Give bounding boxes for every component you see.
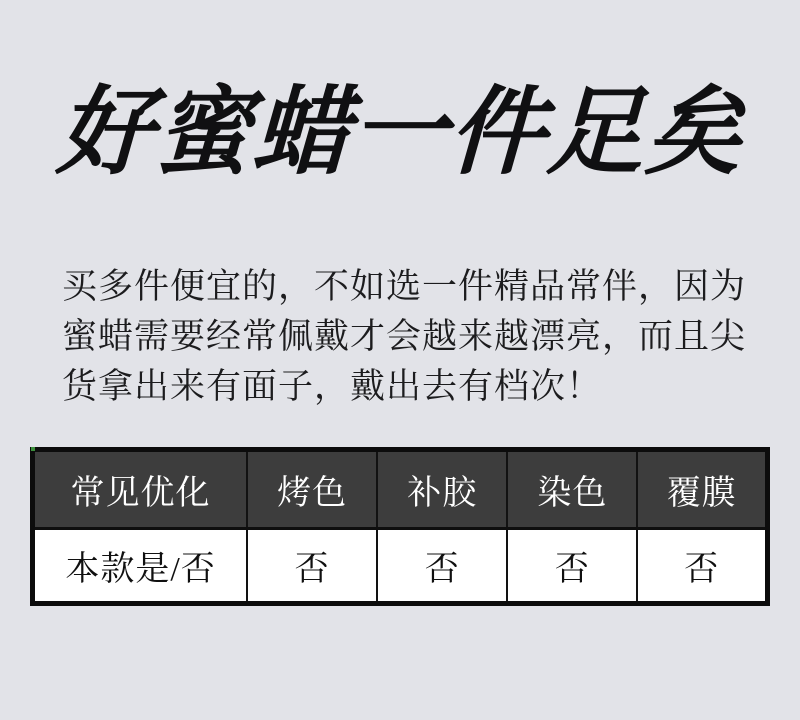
header-cell-coating: 覆膜 [637, 450, 767, 529]
optimization-table-header-row [33, 450, 768, 529]
description-line-2: 蜜蜡需要经常佩戴才会越来越漂亮，而且尖 [62, 317, 747, 356]
data-cell-coating-value: 否 [637, 529, 767, 604]
page-title: 好蜜蜡一件足矣 [55, 75, 745, 188]
data-cell-baking-color-value: 否 [247, 529, 377, 604]
optimization-table-data-row [33, 529, 768, 604]
optimization-table [30, 447, 770, 606]
data-cell-this-item-yes-no: 本款是/否 [33, 529, 248, 604]
green-corner-artifact-dot [31, 447, 35, 451]
header-cell-common-optimization: 常见优化 [33, 450, 248, 529]
header-cell-glue-filling: 补胶 [377, 450, 507, 529]
data-cell-dyeing-value: 否 [507, 529, 637, 604]
description-paragraph [62, 262, 752, 412]
description-line-1: 买多件便宜的，不如选一件精品常伴，因为 [62, 267, 747, 306]
data-cell-glue-filling-value: 否 [377, 529, 507, 604]
description-line-3: 货拿出来有面子，戴出去有档次！ [62, 367, 603, 406]
header-cell-dyeing: 染色 [507, 450, 637, 529]
header-cell-baking-color: 烤色 [247, 450, 377, 529]
